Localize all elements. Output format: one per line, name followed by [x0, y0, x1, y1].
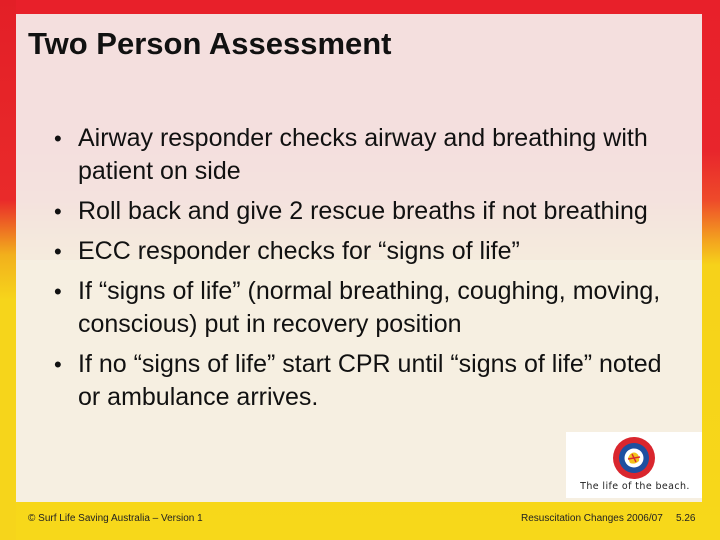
footer-course-title: Resuscitation Changes 2006/07 [521, 513, 663, 524]
bullet-item [52, 235, 672, 268]
bullet-text: If “signs of life” (normal breathing, coughing, moving, conscious) put in recovery position [78, 277, 661, 338]
left-color-band [0, 0, 16, 540]
bullet-text: Roll back and give 2 rescue breaths if not breathing [78, 197, 648, 225]
footer-page-number: 5.26 [676, 513, 696, 524]
bullet-item [52, 348, 672, 414]
bullet-text: ECC responder checks for “signs of life” [78, 237, 520, 265]
bullet-dot-icon: • [54, 126, 62, 151]
footer-copyright: © Surf Life Saving Australia – Version 1 [28, 513, 203, 524]
bullet-dot-icon: • [54, 199, 62, 224]
surf-life-saving-logo-icon [566, 432, 702, 482]
bullet-item [52, 275, 672, 341]
bullet-dot-icon: • [54, 279, 62, 304]
bullet-list [52, 122, 672, 421]
slide-title: Two Person Assessment [28, 26, 392, 61]
logo-box [566, 432, 702, 498]
bullet-dot-icon: • [54, 239, 62, 264]
bullet-text: Airway responder checks airway and breathing with patient on side [78, 124, 648, 185]
bullet-dot-icon: • [54, 352, 62, 377]
logo-tagline: The life of the beach. [580, 481, 690, 492]
bullet-item [52, 122, 672, 188]
bullet-text: If no “signs of life” start CPR until “signs of life” noted or ambulance arrives. [78, 350, 662, 411]
bullet-item [52, 195, 672, 228]
